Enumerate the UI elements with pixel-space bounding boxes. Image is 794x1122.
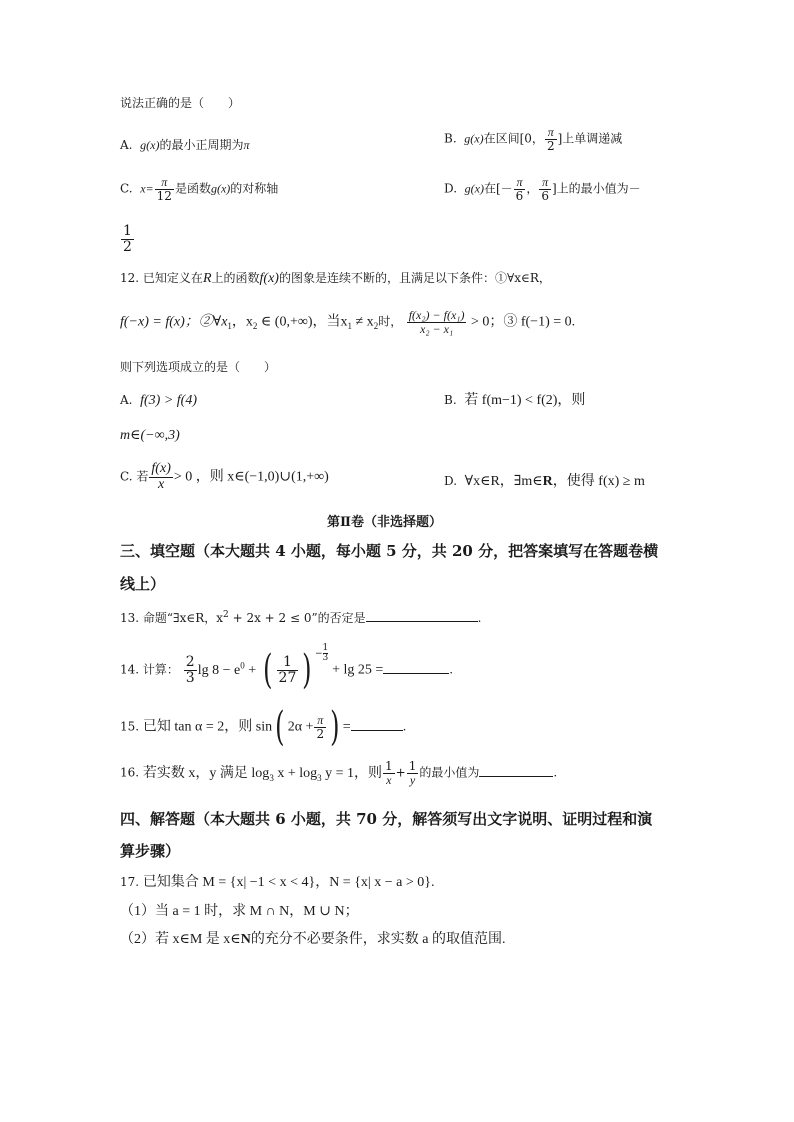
q12-line2: f(−x) = f(x)；$②\forall x_1$，$x_2$ ∈ (0,+∞)，当$x_1 \ne x_2$时， $\frac{\text{f(x₂) − f(x₁)}}{\text{x₂ − x₁}}$ > 0；③ f(−1) = 0. bbox=[120, 308, 576, 336]
part2-title: 第Ⅱ卷（非选择题） bbox=[327, 515, 442, 530]
section4-heading: 四、解答题（本大题共 6 小题，共 70 分，解答须写出文字说明、证明过程和演 bbox=[120, 810, 653, 828]
q11-option-a: A. g(x)的最小正周期为π bbox=[120, 138, 250, 152]
q13: 13. 命题“∃x∈R，$x^2 + 2x + 2 \le 0$”的否定是 . bbox=[120, 610, 482, 625]
section3-heading-cont: 线上） bbox=[120, 575, 166, 593]
answer-blank bbox=[366, 620, 478, 622]
answer-blank bbox=[479, 775, 553, 777]
q17-part1: （1）当 a = 1 时，求 M ∩ N，M ∪ N； bbox=[120, 904, 359, 919]
q11-option-d-continued: $\frac{1}{2}$ bbox=[123, 223, 132, 255]
q11-option-b: B. g(x)在区间[0， $\frac{\pi}{2}$ ]上单调递减 bbox=[444, 125, 623, 153]
q12-option-d: D. ∀x∈R，∃m∈R，使得 f(x) ≥ m bbox=[444, 474, 645, 489]
q12-line1: 12. 已知定义在R上的函数f(x)的图象是连续不断的，且满足以下条件：①∀x∈R， bbox=[120, 271, 551, 286]
section4-heading-cont: 算步骤） bbox=[120, 842, 181, 860]
q11-option-c: C. x= $\frac{\pi}{12}$ 是函数g(x)的对称轴 bbox=[120, 175, 279, 203]
q17: 17. 已知集合 M = {x| −1 < x < 4}，N = {x| x − a > 0}. bbox=[120, 875, 435, 890]
q17-part2: （2）若 x∈M 是 x∈N的充分不必要条件，求实数 a 的取值范围. bbox=[120, 932, 506, 947]
q12-line3: 则下列选项成立的是（ ） bbox=[120, 360, 277, 374]
q15: 15. 已知 tan α = 2，则 sin( 2α + $\frac{\pi}{2}$ ) = . bbox=[120, 704, 407, 750]
answer-blank bbox=[383, 672, 449, 674]
q12-option-b-continued: m∈(−∞,3) bbox=[120, 428, 180, 443]
answer-blank bbox=[351, 729, 403, 731]
q12-option-b: B. 若 f(m−1) < f(2)，则 bbox=[444, 393, 586, 408]
q12-option-a: A. f(3) > f(4) bbox=[120, 393, 197, 408]
section3-heading: 三、填空题（本大题共 4 小题，每小题 5 分，共 20 分，把答案填写在答题卷横 bbox=[120, 542, 659, 560]
q11-option-d: D. g(x)在[－ $\frac{\pi}{6}$ ， $\frac{\pi}{6}$ ]上的最小值为－ bbox=[444, 175, 641, 203]
q11-intro: 说法正确的是（ ） bbox=[120, 96, 241, 110]
q12-option-c: C. 若 $\frac{f(x)}{x}$ > 0 ，则 x∈(−1,0)∪(1,+∞) bbox=[120, 461, 329, 492]
q14: 14. 计算： $\frac{2}{3}$ $\lg 8 - e^0$ + ( $\frac{1}{27}$ ) − $\frac{1}{3}$ + lg 25 = . bbox=[120, 642, 454, 693]
q16: 16. 若实数 x，y 满足 $\log_3 x + \log_3 y = 1$，则 $\frac{1}{x}$ + $\frac{1}{y}$ 的最小值为 . bbox=[120, 759, 558, 787]
